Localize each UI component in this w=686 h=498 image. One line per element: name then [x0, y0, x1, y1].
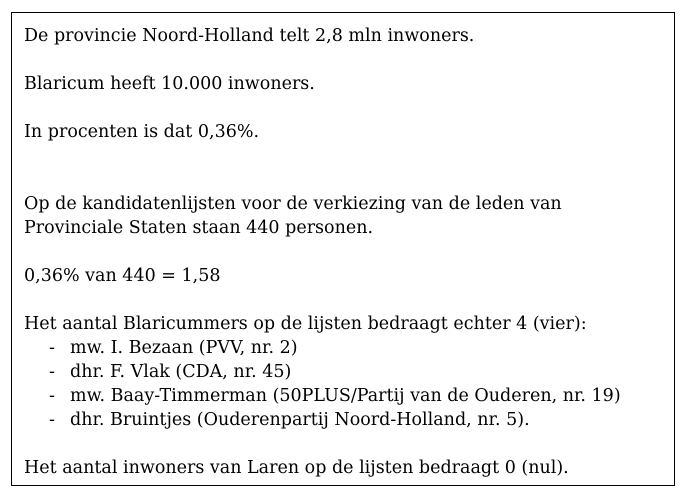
spacer — [24, 288, 674, 312]
text-blaricum-candidates-count: Het aantal Blaricummers op de lijsten bedraagt echter 4 (vier): — [24, 314, 587, 334]
list-item-text: mw. Baay-Timmerman (50PLUS/Partij van de Ouderen, nr. 19) — [70, 386, 621, 406]
text-population-province: De provincie Noord-Holland telt 2,8 mln inwoners. — [24, 26, 475, 46]
document-frame — [11, 12, 675, 486]
list-item — [24, 360, 674, 384]
list-item — [24, 408, 674, 432]
bullet-marker: - — [49, 386, 55, 406]
list-item-text: dhr. F. Vlak (CDA, nr. 45) — [70, 362, 292, 382]
text-laren-candidates-count: Het aantal inwoners van Laren op de lijsten bedraagt 0 (nul). — [24, 458, 569, 478]
text-candidate-lists-line-1: Op de kandidatenlijsten voor de verkiezing van de leden van — [24, 194, 562, 214]
text-calculation: 0,36% van 440 = 1,58 — [24, 266, 221, 286]
candidate-list — [24, 336, 674, 432]
spacer — [24, 48, 674, 72]
spacer — [24, 144, 674, 192]
bullet-marker: - — [49, 362, 55, 382]
list-item — [24, 384, 674, 408]
bullet-marker: - — [49, 410, 55, 430]
spacer — [24, 432, 674, 456]
list-item-text: mw. I. Bezaan (PVV, nr. 2) — [70, 338, 298, 358]
text-candidate-lists-line-2: Provinciale Staten staan 440 personen. — [24, 218, 374, 238]
list-item — [24, 336, 674, 360]
text-population-blaricum: Blaricum heeft 10.000 inwoners. — [24, 74, 315, 94]
list-item-text: dhr. Bruintjes (Ouderenpartij Noord-Holland, nr. 5). — [70, 410, 530, 430]
bullet-marker: - — [49, 338, 55, 358]
spacer — [24, 96, 674, 120]
text-percentage: In procenten is dat 0,36%. — [24, 122, 260, 142]
spacer — [24, 240, 674, 264]
